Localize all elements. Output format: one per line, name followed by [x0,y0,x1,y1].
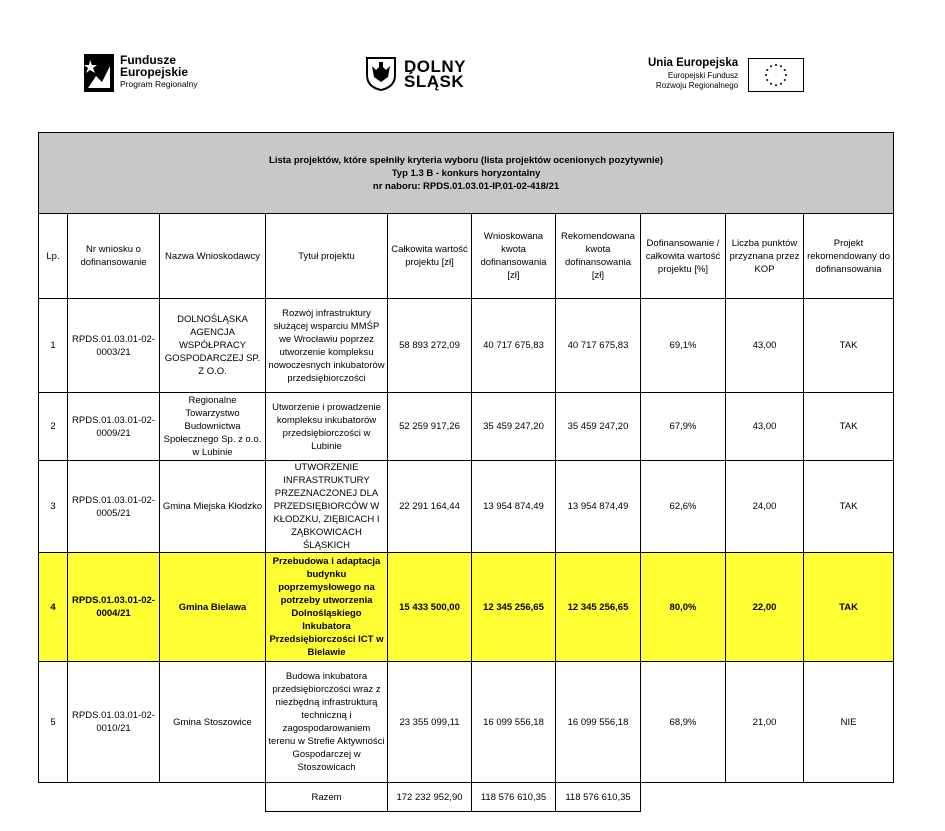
table-cell: 58 893 272,09 [388,299,472,393]
table-cell: 35 459 247,20 [556,393,641,461]
total-requested: 118 576 610,35 [472,783,556,812]
fundusze-europejskie-logo [84,54,197,94]
table-cell: 52 259 917,26 [388,393,472,461]
table-cell: Gmina Stoszowice [160,662,266,783]
total-label: Razem [266,783,388,812]
eu-flag-icon [748,58,804,92]
header-cell: Nr wniosku o dofinansowanie [68,214,160,299]
table-cell: 23 355 099,11 [388,662,472,783]
table-cell: 43,00 [726,299,804,393]
eu-line2: Europejski Fundusz [667,71,739,80]
total-recommended: 118 576 610,35 [556,783,641,812]
table-cell: RPDS.01.03.01-02-0003/21 [68,299,160,393]
header-cell: Tytuł projektu [266,214,388,299]
table-row [39,393,894,461]
table-cell: 24,00 [726,461,804,553]
table-cell: 2 [39,393,68,461]
total-value: 172 232 952,90 [388,783,472,812]
table-cell: RPDS.01.03.01-02-0004/21 [68,553,160,662]
blank-cell [726,783,804,812]
table-cell: 62,6% [641,461,726,553]
header-cell: Projekt rekomendowany do dofinansowania [804,214,894,299]
eu-line3: Rozwoju Regionalnego [655,81,739,90]
header-logos [0,0,945,130]
title-line2: Typ 1.3 B - konkurs horyzontalny [391,167,541,179]
table-cell: Budowa inkubatora przedsiębiorczości wraz z niezbędną infrastrukturą techniczną i zagospodarowaniem terenu w Strefie Aktywności Gospodarczej w Stoszowicach [266,662,388,783]
table-row [39,299,894,393]
title-line3: nr naboru: RPDS.01.03.01-IP.01-02-418/21 [372,180,560,192]
table-cell: 68,9% [641,662,726,783]
table-cell: 43,00 [726,393,804,461]
table-cell: 5 [39,662,68,783]
table-cell: DOLNOŚLĄSKA AGENCJA WSPÓŁPRACY GOSPODARCZEJ SP. Z O.O. [160,299,266,393]
table-cell: 13 954 874,49 [472,461,556,553]
blank-cell [68,783,160,812]
eagle-shield-icon [366,57,396,91]
table-cell: NIE [804,662,894,783]
table-cell: 22,00 [726,553,804,662]
blank-cell [39,783,68,812]
table-cell: 12 345 256,65 [556,553,641,662]
table-cell: TAK [804,393,894,461]
title-row [39,133,894,214]
header-cell: Lp. [39,214,68,299]
fe-line1: Fundusze [120,53,176,67]
table-cell: RPDS.01.03.01-02-0010/21 [68,662,160,783]
header-cell: Dofinansowanie / całkowita wartość projektu [%] [641,214,726,299]
blank-cell [804,783,894,812]
fe-line2: Europejskie [120,65,189,79]
header-row [39,214,894,299]
fundusze-europejskie-mark-icon [84,54,114,92]
table-cell: RPDS.01.03.01-02-0009/21 [68,393,160,461]
fe-line3: Program Regionalny [120,79,198,89]
table-cell: TAK [804,461,894,553]
projects-table [38,132,894,812]
dolny-slask-logo [366,57,466,91]
table-cell: 16 099 556,18 [556,662,641,783]
table-row [39,662,894,783]
blank-cell [641,783,726,812]
table-cell: Regionalne Towarzystwo Budownictwa Społecznego Sp. z o.o. w Lubinie [160,393,266,461]
table-cell: 12 345 256,65 [472,553,556,662]
header-cell: Rekomendowana kwota dofinansowania [zł] [556,214,641,299]
unia-europejska-logo [648,58,804,92]
blank-cell [160,783,266,812]
ds-line1: DOLNY [404,57,466,76]
table-cell: 67,9% [641,393,726,461]
table-cell: Przebudowa i adaptacja budynku poprzemysłowego na potrzeby utworzenia Dolnośląskiego Inkubatora Przedsiębiorczości ICT w Bielawie [266,553,388,662]
header-cell: Nazwa Wnioskodawcy [160,214,266,299]
ds-line2: ŚLĄSK [404,72,465,91]
table-cell: TAK [804,553,894,662]
header-cell: Wnioskowana kwota dofinansowania [zł] [472,214,556,299]
table-cell: 13 954 874,49 [556,461,641,553]
table-cell: 3 [39,461,68,553]
table-cell: RPDS.01.03.01-02-0005/21 [68,461,160,553]
table-cell: Gmina Miejska Kłodzko [160,461,266,553]
table-row [39,461,894,553]
table-cell: TAK [804,299,894,393]
table-title [39,133,894,214]
header-cell: Liczba punktów przyznana przez KOP [726,214,804,299]
header-cell: Całkowita wartość projektu [zł] [388,214,472,299]
title-line1: Lista projektów, które spełniły kryteria wyboru (lista projektów ocenionych pozytywnie) [269,154,664,166]
total-row [39,783,894,812]
table-cell: 4 [39,553,68,662]
table-cell: 16 099 556,18 [472,662,556,783]
table-cell: 21,00 [726,662,804,783]
table-row-highlighted [39,553,894,662]
table-cell: Utworzenie i prowadzenie kompleksu inkubatorów przedsiębiorczości w Lubinie [266,393,388,461]
table-cell: Rozwój infrastruktury służącej wsparciu MMŚP we Wrocławiu poprzez utworzenie kompleksu nowoczesnych inkubatorów przedsiębiorczości [266,299,388,393]
table-cell: Gmina Bielawa [160,553,266,662]
table-cell: 40 717 675,83 [472,299,556,393]
table-cell: 80,0% [641,553,726,662]
table-cell: 40 717 675,83 [556,299,641,393]
table-cell: 1 [39,299,68,393]
table-cell: 22 291 164,44 [388,461,472,553]
eu-line1: Unia Europejska [648,57,739,69]
table-cell: UTWORZENIE INFRASTRUKTURY PRZEZNACZONEJ DLA PRZEDSIĘBIORCÓW W KŁODZKU, ZIĘBICACH I ZĄBKOWICACH ŚLĄSKICH [266,461,388,553]
dolny-slask-text [404,59,466,89]
fundusze-europejskie-text [120,54,197,90]
table-cell: 15 433 500,00 [388,553,472,662]
table-cell: 69,1% [641,299,726,393]
table-cell: 35 459 247,20 [472,393,556,461]
eu-text [648,58,738,91]
